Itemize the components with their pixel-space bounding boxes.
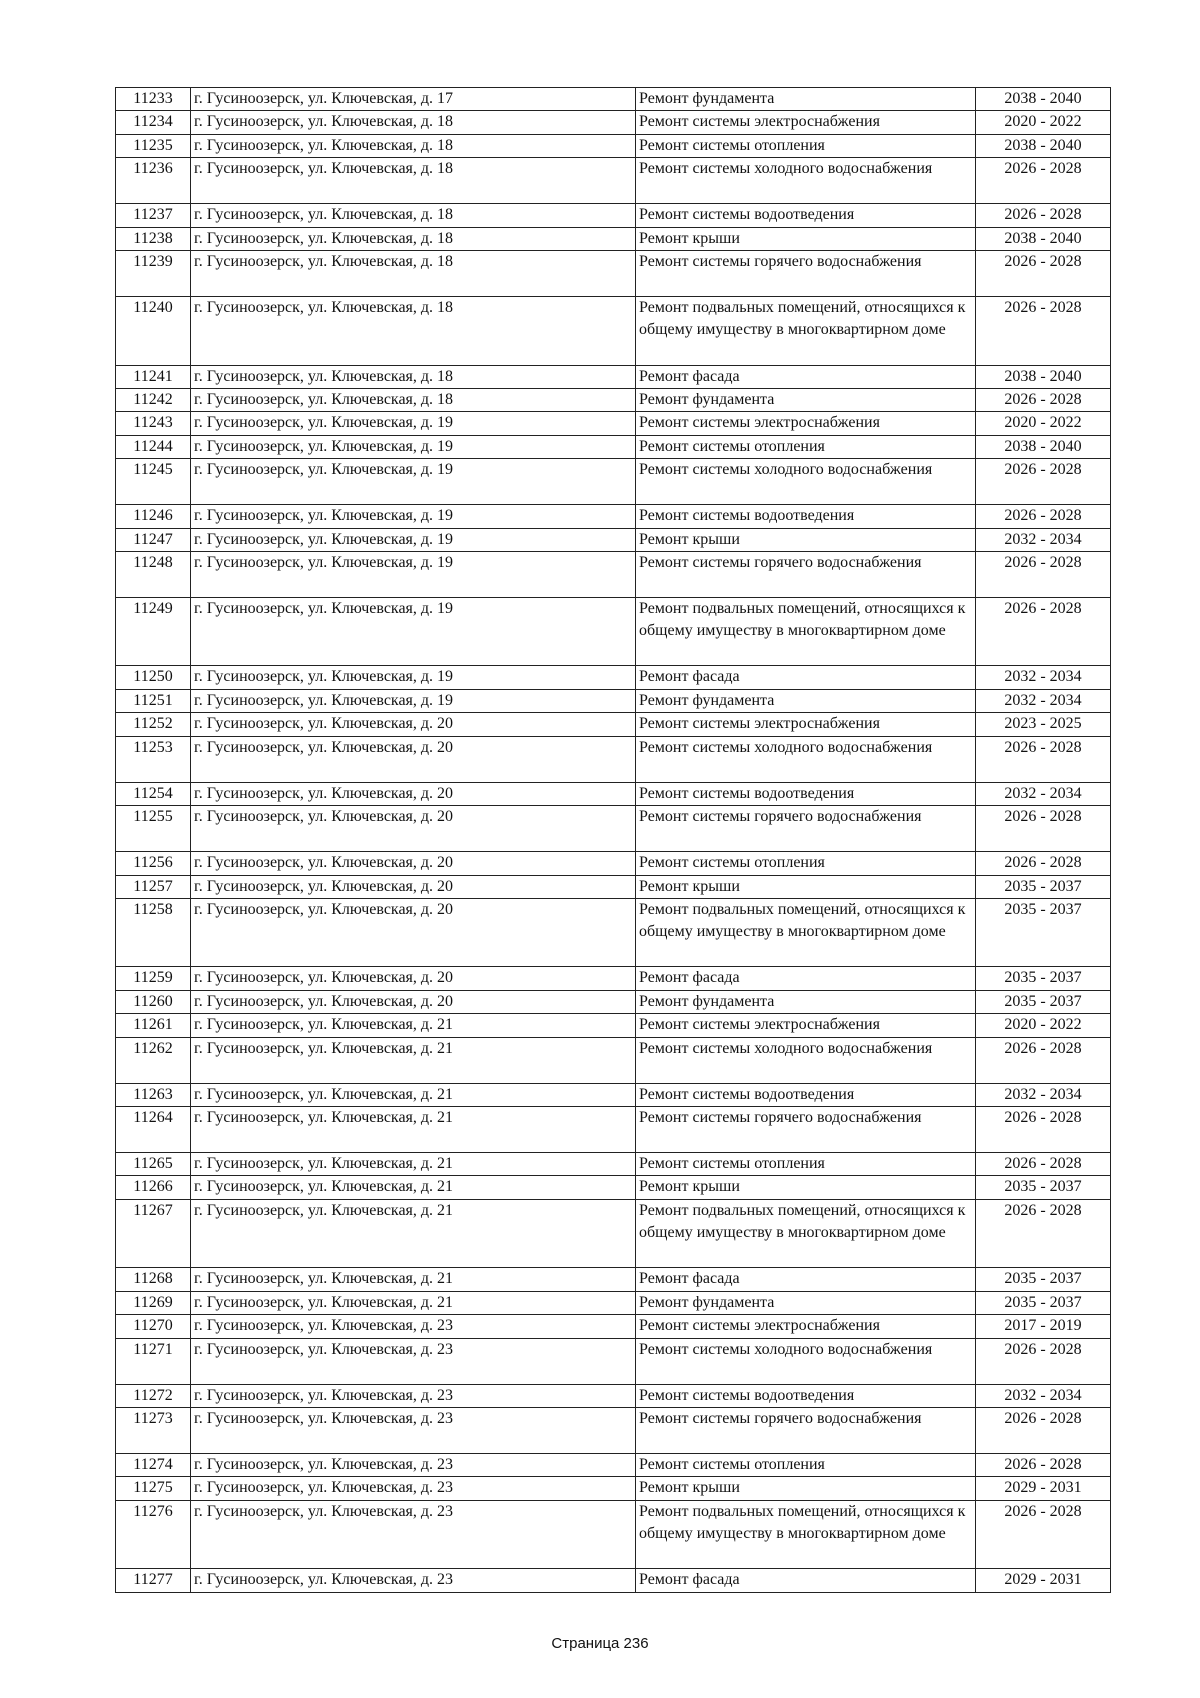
period-cell: 2026 - 2028 [976, 204, 1111, 227]
table-row [116, 1176, 1111, 1199]
work-type-cell: Ремонт фасада [636, 967, 976, 990]
table-row [116, 689, 1111, 712]
address-cell: г. Гусиноозерск, ул. Ключевская, д. 19 [191, 666, 636, 689]
period-cell: 2032 - 2034 [976, 782, 1111, 805]
work-type-cell: Ремонт системы горячего водоснабжения [636, 806, 976, 852]
address-cell: г. Гусиноозерск, ул. Ключевская, д. 23 [191, 1569, 636, 1592]
work-type-cell: Ремонт системы холодного водоснабжения [636, 736, 976, 782]
work-type-cell: Ремонт системы отопления [636, 134, 976, 157]
period-cell: 2035 - 2037 [976, 1268, 1111, 1291]
row-number-cell: 11266 [116, 1176, 191, 1199]
address-cell: г. Гусиноозерск, ул. Ключевская, д. 23 [191, 1338, 636, 1384]
table-row [116, 666, 1111, 689]
period-cell: 2035 - 2037 [976, 1176, 1111, 1199]
table-row [116, 88, 1111, 111]
work-type-cell: Ремонт фундамента [636, 689, 976, 712]
row-number-cell: 11240 [116, 297, 191, 366]
row-number-cell: 11274 [116, 1453, 191, 1476]
row-number-cell: 11263 [116, 1083, 191, 1106]
row-number-cell: 11234 [116, 111, 191, 134]
row-number-cell: 11245 [116, 459, 191, 505]
row-number-cell: 11277 [116, 1569, 191, 1592]
work-type-cell: Ремонт системы электроснабжения [636, 713, 976, 736]
period-cell: 2032 - 2034 [976, 689, 1111, 712]
row-number-cell: 11271 [116, 1338, 191, 1384]
table-row [116, 597, 1111, 666]
period-cell: 2026 - 2028 [976, 551, 1111, 597]
work-type-cell: Ремонт фундамента [636, 388, 976, 411]
address-cell: г. Гусиноозерск, ул. Ключевская, д. 18 [191, 251, 636, 297]
table-row [116, 365, 1111, 388]
address-cell: г. Гусиноозерск, ул. Ключевская, д. 21 [191, 1153, 636, 1176]
row-number-cell: 11262 [116, 1037, 191, 1083]
row-number-cell: 11250 [116, 666, 191, 689]
work-type-cell: Ремонт крыши [636, 1477, 976, 1500]
address-cell: г. Гусиноозерск, ул. Ключевская, д. 20 [191, 990, 636, 1013]
work-type-cell: Ремонт системы горячего водоснабжения [636, 551, 976, 597]
address-cell: г. Гусиноозерск, ул. Ключевская, д. 20 [191, 898, 636, 967]
address-cell: г. Гусиноозерск, ул. Ключевская, д. 21 [191, 1037, 636, 1083]
row-number-cell: 11276 [116, 1500, 191, 1569]
address-cell: г. Гусиноозерск, ул. Ключевская, д. 21 [191, 1176, 636, 1199]
table-row [116, 1500, 1111, 1569]
address-cell: г. Гусиноозерск, ул. Ключевская, д. 23 [191, 1315, 636, 1338]
work-type-cell: Ремонт фасада [636, 1569, 976, 1592]
work-type-cell: Ремонт системы холодного водоснабжения [636, 459, 976, 505]
table-row [116, 134, 1111, 157]
work-type-cell: Ремонт системы холодного водоснабжения [636, 1037, 976, 1083]
work-type-cell: Ремонт крыши [636, 528, 976, 551]
period-cell: 2026 - 2028 [976, 1453, 1111, 1476]
table-row [116, 459, 1111, 505]
period-cell: 2026 - 2028 [976, 1338, 1111, 1384]
period-cell: 2035 - 2037 [976, 875, 1111, 898]
row-number-cell: 11233 [116, 88, 191, 111]
row-number-cell: 11254 [116, 782, 191, 805]
row-number-cell: 11264 [116, 1107, 191, 1153]
row-number-cell: 11257 [116, 875, 191, 898]
row-number-cell: 11249 [116, 597, 191, 666]
address-cell: г. Гусиноозерск, ул. Ключевская, д. 18 [191, 365, 636, 388]
period-cell: 2026 - 2028 [976, 1107, 1111, 1153]
table-row [116, 505, 1111, 528]
address-cell: г. Гусиноозерск, ул. Ключевская, д. 20 [191, 713, 636, 736]
work-type-cell: Ремонт подвальных помещений, относящихся к общему имуществу в многоквартирном доме [636, 1500, 976, 1569]
address-cell: г. Гусиноозерск, ул. Ключевская, д. 23 [191, 1500, 636, 1569]
table-row [116, 111, 1111, 134]
address-cell: г. Гусиноозерск, ул. Ключевская, д. 21 [191, 1014, 636, 1037]
work-type-cell: Ремонт фундамента [636, 1291, 976, 1314]
work-type-cell: Ремонт системы водоотведения [636, 505, 976, 528]
work-type-cell: Ремонт системы холодного водоснабжения [636, 158, 976, 204]
row-number-cell: 11251 [116, 689, 191, 712]
work-type-cell: Ремонт системы водоотведения [636, 1384, 976, 1407]
period-cell: 2026 - 2028 [976, 505, 1111, 528]
period-cell: 2035 - 2037 [976, 990, 1111, 1013]
period-cell: 2038 - 2040 [976, 227, 1111, 250]
table-row [116, 412, 1111, 435]
row-number-cell: 11258 [116, 898, 191, 967]
work-type-cell: Ремонт системы водоотведения [636, 204, 976, 227]
row-number-cell: 11236 [116, 158, 191, 204]
table-row [116, 1037, 1111, 1083]
period-cell: 2017 - 2019 [976, 1315, 1111, 1338]
address-cell: г. Гусиноозерск, ул. Ключевская, д. 18 [191, 204, 636, 227]
table-row [116, 1477, 1111, 1500]
row-number-cell: 11235 [116, 134, 191, 157]
work-type-cell: Ремонт фундамента [636, 990, 976, 1013]
row-number-cell: 11237 [116, 204, 191, 227]
row-number-cell: 11272 [116, 1384, 191, 1407]
work-type-cell: Ремонт подвальных помещений, относящихся к общему имуществу в многоквартирном доме [636, 1199, 976, 1268]
table-row [116, 1315, 1111, 1338]
repair-schedule-table [115, 87, 1111, 1593]
table-row [116, 1083, 1111, 1106]
period-cell: 2026 - 2028 [976, 297, 1111, 366]
address-cell: г. Гусиноозерск, ул. Ключевская, д. 18 [191, 134, 636, 157]
address-cell: г. Гусиноозерск, ул. Ключевская, д. 20 [191, 852, 636, 875]
row-number-cell: 11256 [116, 852, 191, 875]
period-cell: 2026 - 2028 [976, 459, 1111, 505]
table-row [116, 435, 1111, 458]
work-type-cell: Ремонт системы горячего водоснабжения [636, 1107, 976, 1153]
row-number-cell: 11261 [116, 1014, 191, 1037]
address-cell: г. Гусиноозерск, ул. Ключевская, д. 20 [191, 736, 636, 782]
row-number-cell: 11247 [116, 528, 191, 551]
row-number-cell: 11244 [116, 435, 191, 458]
work-type-cell: Ремонт системы отопления [636, 1453, 976, 1476]
table-row [116, 898, 1111, 967]
period-cell: 2026 - 2028 [976, 1037, 1111, 1083]
row-number-cell: 11252 [116, 713, 191, 736]
table-row [116, 388, 1111, 411]
row-number-cell: 11273 [116, 1407, 191, 1453]
work-type-cell: Ремонт фундамента [636, 88, 976, 111]
address-cell: г. Гусиноозерск, ул. Ключевская, д. 23 [191, 1384, 636, 1407]
period-cell: 2020 - 2022 [976, 111, 1111, 134]
row-number-cell: 11241 [116, 365, 191, 388]
period-cell: 2026 - 2028 [976, 597, 1111, 666]
row-number-cell: 11248 [116, 551, 191, 597]
work-type-cell: Ремонт крыши [636, 227, 976, 250]
work-type-cell: Ремонт крыши [636, 875, 976, 898]
work-type-cell: Ремонт системы холодного водоснабжения [636, 1338, 976, 1384]
row-number-cell: 11238 [116, 227, 191, 250]
period-cell: 2026 - 2028 [976, 736, 1111, 782]
table-row [116, 1384, 1111, 1407]
address-cell: г. Гусиноозерск, ул. Ключевская, д. 19 [191, 505, 636, 528]
table-row [116, 1338, 1111, 1384]
table-row [116, 251, 1111, 297]
work-type-cell: Ремонт системы отопления [636, 852, 976, 875]
table-row [116, 852, 1111, 875]
period-cell: 2035 - 2037 [976, 1291, 1111, 1314]
period-cell: 2026 - 2028 [976, 806, 1111, 852]
table-row [116, 297, 1111, 366]
table-row [116, 1153, 1111, 1176]
row-number-cell: 11260 [116, 990, 191, 1013]
work-type-cell: Ремонт системы горячего водоснабжения [636, 251, 976, 297]
table-row [116, 782, 1111, 805]
address-cell: г. Гусиноозерск, ул. Ключевская, д. 18 [191, 111, 636, 134]
address-cell: г. Гусиноозерск, ул. Ключевская, д. 21 [191, 1083, 636, 1106]
table-row [116, 1014, 1111, 1037]
table-row [116, 1107, 1111, 1153]
work-type-cell: Ремонт системы водоотведения [636, 1083, 976, 1106]
table-row [116, 1199, 1111, 1268]
address-cell: г. Гусиноозерск, ул. Ключевская, д. 21 [191, 1268, 636, 1291]
work-type-cell: Ремонт системы электроснабжения [636, 412, 976, 435]
table-row [116, 1407, 1111, 1453]
row-number-cell: 11259 [116, 967, 191, 990]
work-type-cell: Ремонт фасада [636, 1268, 976, 1291]
period-cell: 2026 - 2028 [976, 251, 1111, 297]
period-cell: 2020 - 2022 [976, 412, 1111, 435]
address-cell: г. Гусиноозерск, ул. Ключевская, д. 20 [191, 806, 636, 852]
row-number-cell: 11246 [116, 505, 191, 528]
period-cell: 2023 - 2025 [976, 713, 1111, 736]
address-cell: г. Гусиноозерск, ул. Ключевская, д. 18 [191, 297, 636, 366]
address-cell: г. Гусиноозерск, ул. Ключевская, д. 18 [191, 388, 636, 411]
period-cell: 2026 - 2028 [976, 852, 1111, 875]
address-cell: г. Гусиноозерск, ул. Ключевская, д. 20 [191, 782, 636, 805]
table-row [116, 806, 1111, 852]
period-cell: 2032 - 2034 [976, 528, 1111, 551]
address-cell: г. Гусиноозерск, ул. Ключевская, д. 21 [191, 1199, 636, 1268]
address-cell: г. Гусиноозерск, ул. Ключевская, д. 18 [191, 227, 636, 250]
work-type-cell: Ремонт системы водоотведения [636, 782, 976, 805]
work-type-cell: Ремонт подвальных помещений, относящихся к общему имуществу в многоквартирном доме [636, 597, 976, 666]
work-type-cell: Ремонт системы электроснабжения [636, 1014, 976, 1037]
address-cell: г. Гусиноозерск, ул. Ключевская, д. 23 [191, 1477, 636, 1500]
period-cell: 2032 - 2034 [976, 1083, 1111, 1106]
table-row [116, 736, 1111, 782]
address-cell: г. Гусиноозерск, ул. Ключевская, д. 20 [191, 967, 636, 990]
row-number-cell: 11255 [116, 806, 191, 852]
period-cell: 2038 - 2040 [976, 365, 1111, 388]
period-cell: 2020 - 2022 [976, 1014, 1111, 1037]
address-cell: г. Гусиноозерск, ул. Ключевская, д. 19 [191, 597, 636, 666]
period-cell: 2038 - 2040 [976, 134, 1111, 157]
address-cell: г. Гусиноозерск, ул. Ключевская, д. 21 [191, 1291, 636, 1314]
address-cell: г. Гусиноозерск, ул. Ключевская, д. 20 [191, 875, 636, 898]
row-number-cell: 11275 [116, 1477, 191, 1500]
table-row [116, 1569, 1111, 1592]
period-cell: 2035 - 2037 [976, 898, 1111, 967]
address-cell: г. Гусиноозерск, ул. Ключевская, д. 19 [191, 435, 636, 458]
period-cell: 2026 - 2028 [976, 1500, 1111, 1569]
table-row [116, 990, 1111, 1013]
address-cell: г. Гусиноозерск, ул. Ключевская, д. 23 [191, 1407, 636, 1453]
row-number-cell: 11239 [116, 251, 191, 297]
address-cell: г. Гусиноозерск, ул. Ключевская, д. 18 [191, 158, 636, 204]
row-number-cell: 11242 [116, 388, 191, 411]
page-number: Страница 236 [551, 1635, 649, 1652]
work-type-cell: Ремонт системы электроснабжения [636, 1315, 976, 1338]
period-cell: 2035 - 2037 [976, 967, 1111, 990]
period-cell: 2029 - 2031 [976, 1569, 1111, 1592]
row-number-cell: 11270 [116, 1315, 191, 1338]
work-type-cell: Ремонт подвальных помещений, относящихся к общему имуществу в многоквартирном доме [636, 297, 976, 366]
work-type-cell: Ремонт системы отопления [636, 435, 976, 458]
period-cell: 2026 - 2028 [976, 1153, 1111, 1176]
period-cell: 2038 - 2040 [976, 88, 1111, 111]
work-type-cell: Ремонт крыши [636, 1176, 976, 1199]
table-row [116, 158, 1111, 204]
work-type-cell: Ремонт фасада [636, 666, 976, 689]
address-cell: г. Гусиноозерск, ул. Ключевская, д. 19 [191, 412, 636, 435]
work-type-cell: Ремонт фасада [636, 365, 976, 388]
address-cell: г. Гусиноозерск, ул. Ключевская, д. 19 [191, 528, 636, 551]
work-type-cell: Ремонт системы горячего водоснабжения [636, 1407, 976, 1453]
period-cell: 2038 - 2040 [976, 435, 1111, 458]
table-row [116, 713, 1111, 736]
period-cell: 2026 - 2028 [976, 1407, 1111, 1453]
row-number-cell: 11269 [116, 1291, 191, 1314]
work-type-cell: Ремонт системы отопления [636, 1153, 976, 1176]
table-row [116, 967, 1111, 990]
address-cell: г. Гусиноозерск, ул. Ключевская, д. 23 [191, 1453, 636, 1476]
work-type-cell: Ремонт подвальных помещений, относящихся к общему имуществу в многоквартирном доме [636, 898, 976, 967]
row-number-cell: 11243 [116, 412, 191, 435]
table-body [116, 88, 1111, 1593]
table-row [116, 1291, 1111, 1314]
address-cell: г. Гусиноозерск, ул. Ключевская, д. 19 [191, 459, 636, 505]
period-cell: 2032 - 2034 [976, 1384, 1111, 1407]
period-cell: 2032 - 2034 [976, 666, 1111, 689]
row-number-cell: 11253 [116, 736, 191, 782]
work-type-cell: Ремонт системы электроснабжения [636, 111, 976, 134]
address-cell: г. Гусиноозерск, ул. Ключевская, д. 19 [191, 689, 636, 712]
table-row [116, 875, 1111, 898]
address-cell: г. Гусиноозерск, ул. Ключевская, д. 19 [191, 551, 636, 597]
period-cell: 2026 - 2028 [976, 388, 1111, 411]
table-row [116, 227, 1111, 250]
period-cell: 2026 - 2028 [976, 1199, 1111, 1268]
period-cell: 2026 - 2028 [976, 158, 1111, 204]
period-cell: 2029 - 2031 [976, 1477, 1111, 1500]
row-number-cell: 11268 [116, 1268, 191, 1291]
table-row [116, 204, 1111, 227]
table-row [116, 551, 1111, 597]
table-row [116, 1453, 1111, 1476]
row-number-cell: 11267 [116, 1199, 191, 1268]
address-cell: г. Гусиноозерск, ул. Ключевская, д. 21 [191, 1107, 636, 1153]
table-row [116, 1268, 1111, 1291]
address-cell: г. Гусиноозерск, ул. Ключевская, д. 17 [191, 88, 636, 111]
table-row [116, 528, 1111, 551]
row-number-cell: 11265 [116, 1153, 191, 1176]
